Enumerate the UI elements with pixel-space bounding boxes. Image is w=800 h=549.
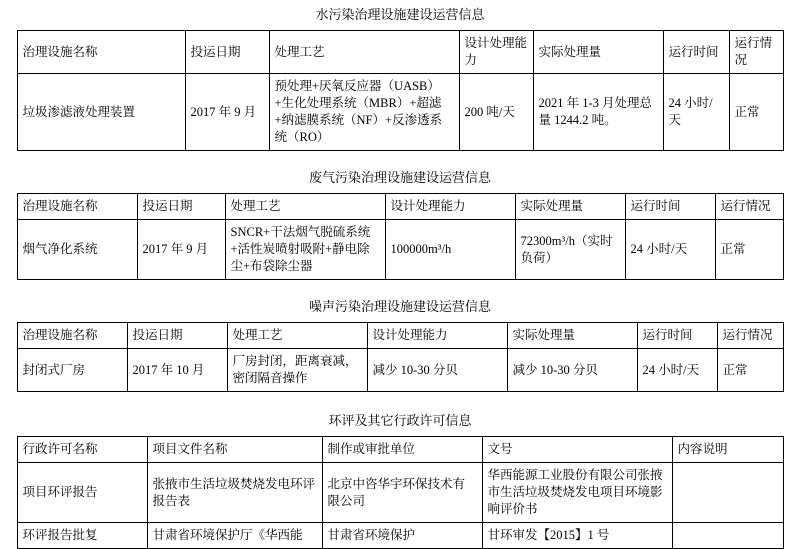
column-header-doc-number: 文号 bbox=[482, 437, 672, 463]
column-header-capacity: 设计处理能力 bbox=[367, 323, 507, 349]
column-header-runtime: 运行时间 bbox=[637, 323, 717, 349]
table-header-row bbox=[17, 437, 783, 463]
section-water-pollution bbox=[0, 0, 800, 151]
column-header-actual: 实际处理量 bbox=[507, 323, 637, 349]
cell-doc-number: 华西能源工业股份有限公司张掖市生活垃圾焚烧发电项目环境影响评价书 bbox=[482, 463, 672, 523]
column-header-issuing-unit: 制作或审批单位 bbox=[322, 437, 482, 463]
column-header-facility-name: 治理设施名称 bbox=[17, 31, 185, 74]
column-header-note: 内容说明 bbox=[672, 437, 783, 463]
cell-actual: 2021 年 1-3 月处理总量 1244.2 吨。 bbox=[533, 74, 663, 151]
column-header-status: 运行情况 bbox=[729, 31, 783, 74]
section-title-gas: 废气污染治理设施建设运营信息 bbox=[308, 170, 491, 185]
cell-permit-name: 项目环评报告 bbox=[17, 463, 147, 523]
table-row bbox=[17, 349, 783, 392]
section-gas-pollution bbox=[0, 169, 800, 280]
column-header-facility-name: 治理设施名称 bbox=[17, 323, 127, 349]
cell-actual: 72300m³/h（实时负荷） bbox=[515, 220, 625, 280]
cell-runtime: 24 小时/天 bbox=[663, 74, 729, 151]
cell-issuing-unit: 北京中咨华宇环保技术有限公司 bbox=[322, 463, 482, 523]
cell-capacity: 100000m³/h bbox=[385, 220, 515, 280]
column-header-capacity: 设计处理能力 bbox=[459, 31, 533, 74]
section-title-permits: 环评及其它行政许可信息 bbox=[328, 413, 472, 428]
cell-status: 正常 bbox=[729, 74, 783, 151]
cell-doc-number: 甘环审发【2015】1 号 bbox=[482, 523, 672, 549]
section-title-noise: 噪声污染治理设施建设运营信息 bbox=[308, 299, 491, 314]
table-header-row bbox=[17, 323, 783, 349]
cell-status: 正常 bbox=[715, 220, 783, 280]
table-row bbox=[17, 74, 783, 151]
cell-doc-name: 甘肃省环境保护厅《华西能 bbox=[147, 523, 322, 549]
cell-facility-name: 烟气净化系统 bbox=[17, 220, 137, 280]
cell-status: 正常 bbox=[717, 349, 783, 392]
section-title-water: 水污染治理设施建设运营信息 bbox=[315, 7, 485, 22]
cell-process: 预处理+厌氧反应器（UASB）+生化处理系统（MBR）+超滤+纳滤膜系统（NF）+反渗透系统（RO） bbox=[269, 74, 459, 151]
column-header-process: 处理工艺 bbox=[269, 31, 459, 74]
table-water-pollution bbox=[17, 30, 784, 151]
table-header-row bbox=[17, 194, 783, 220]
cell-capacity: 减少 10-30 分贝 bbox=[367, 349, 507, 392]
column-header-date: 投运日期 bbox=[127, 323, 227, 349]
section-permits bbox=[0, 412, 800, 549]
table-gas-pollution bbox=[17, 193, 784, 280]
cell-issuing-unit: 甘肃省环境保护 bbox=[322, 523, 482, 549]
cell-doc-name: 张掖市生活垃圾焚烧发电环评报告表 bbox=[147, 463, 322, 523]
column-header-process: 处理工艺 bbox=[227, 323, 367, 349]
table-row bbox=[17, 463, 783, 523]
column-header-status: 运行情况 bbox=[715, 194, 783, 220]
cell-facility-name: 封闭式厂房 bbox=[17, 349, 127, 392]
cell-date: 2017 年 9 月 bbox=[185, 74, 269, 151]
column-header-runtime: 运行时间 bbox=[663, 31, 729, 74]
column-header-runtime: 运行时间 bbox=[625, 194, 715, 220]
column-header-capacity: 设计处理能力 bbox=[385, 194, 515, 220]
column-header-doc-name: 项目文件名称 bbox=[147, 437, 322, 463]
cell-capacity: 200 吨/天 bbox=[459, 74, 533, 151]
cell-facility-name: 垃圾渗滤液处理装置 bbox=[17, 74, 185, 151]
column-header-process: 处理工艺 bbox=[225, 194, 385, 220]
section-noise-pollution bbox=[0, 298, 800, 392]
cell-actual: 减少 10-30 分贝 bbox=[507, 349, 637, 392]
cell-process: SNCR+干法烟气脱硫系统+活性炭喷射吸附+静电除尘+布袋除尘器 bbox=[225, 220, 385, 280]
table-noise-pollution bbox=[17, 322, 784, 392]
cell-note bbox=[672, 463, 783, 523]
table-header-row bbox=[17, 31, 783, 74]
column-header-date: 投运日期 bbox=[185, 31, 269, 74]
column-header-actual: 实际处理量 bbox=[533, 31, 663, 74]
table-permits bbox=[17, 436, 784, 549]
cell-date: 2017 年 10 月 bbox=[127, 349, 227, 392]
cell-runtime: 24 小时/天 bbox=[625, 220, 715, 280]
cell-permit-name: 环评报告批复 bbox=[17, 523, 147, 549]
column-header-permit-name: 行政许可名称 bbox=[17, 437, 147, 463]
column-header-actual: 实际处理量 bbox=[515, 194, 625, 220]
cell-process: 厂房封闭，距离衰减，密闭隔音操作 bbox=[227, 349, 367, 392]
column-header-date: 投运日期 bbox=[137, 194, 225, 220]
cell-date: 2017 年 9 月 bbox=[137, 220, 225, 280]
column-header-facility-name: 治理设施名称 bbox=[17, 194, 137, 220]
table-row bbox=[17, 220, 783, 280]
column-header-status: 运行情况 bbox=[717, 323, 783, 349]
cell-runtime: 24 小时/天 bbox=[637, 349, 717, 392]
